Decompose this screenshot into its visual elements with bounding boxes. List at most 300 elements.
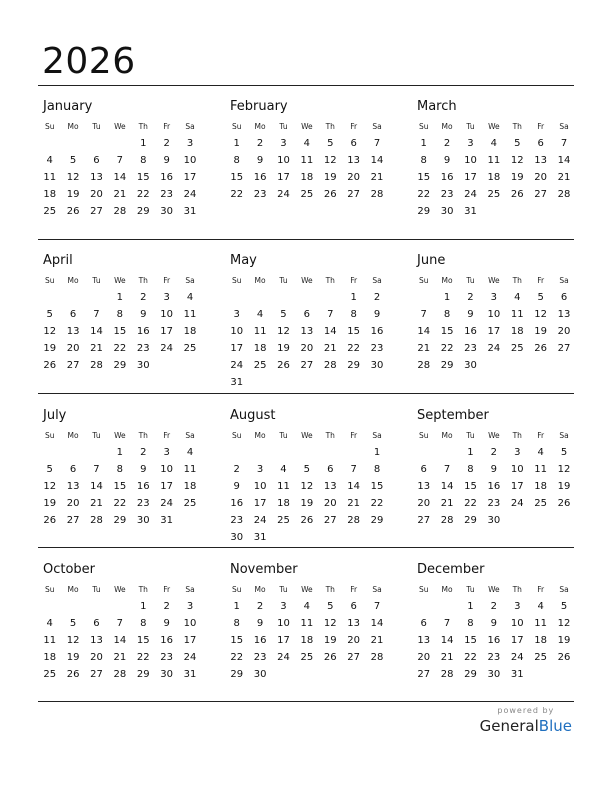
day-cell: 20 bbox=[417, 498, 431, 509]
weekday-label: Su bbox=[418, 121, 429, 131]
weekday-label: Mo bbox=[254, 430, 266, 440]
day-cell: 7 bbox=[116, 155, 124, 166]
day-cell: 20 bbox=[66, 498, 80, 509]
weekday-label: Fr bbox=[350, 430, 358, 440]
day-cell: 17 bbox=[487, 326, 501, 337]
day-cell: 9 bbox=[490, 464, 498, 475]
day-cell: 19 bbox=[323, 635, 337, 646]
day-cell: 7 bbox=[93, 309, 100, 320]
day-cell: 31 bbox=[160, 515, 174, 526]
weekday-label: Sa bbox=[559, 275, 569, 285]
day-cell: 21 bbox=[370, 635, 384, 646]
day-cell: 24 bbox=[464, 189, 477, 200]
day-cell: 2 bbox=[490, 601, 498, 612]
day-cell: 2 bbox=[373, 292, 381, 303]
weekday-label: Tu bbox=[466, 275, 475, 285]
day-cell: 8 bbox=[233, 618, 240, 629]
divider bbox=[38, 85, 574, 86]
day-cell: 23 bbox=[370, 343, 384, 354]
day-cell: 3 bbox=[490, 292, 498, 303]
day-cell: 2 bbox=[163, 601, 170, 612]
weekday-label: Th bbox=[512, 584, 522, 594]
weekday-label: We bbox=[488, 584, 500, 594]
day-cell: 8 bbox=[443, 309, 451, 320]
week-row bbox=[225, 169, 389, 186]
day-cell: 11 bbox=[300, 618, 314, 629]
day-cell: 15 bbox=[113, 326, 127, 337]
weekday-label: Su bbox=[418, 275, 429, 285]
week-row bbox=[412, 512, 576, 529]
month-name: April bbox=[43, 253, 73, 268]
day-cell: 11 bbox=[43, 172, 57, 183]
day-cell: 1 bbox=[373, 447, 381, 458]
day-cell: 27 bbox=[90, 206, 103, 217]
day-cell: 13 bbox=[417, 635, 431, 646]
day-cell: 17 bbox=[464, 172, 477, 183]
day-cell: 18 bbox=[183, 326, 197, 337]
day-cell: 9 bbox=[467, 309, 474, 320]
day-cell: 5 bbox=[327, 601, 334, 612]
divider bbox=[38, 393, 574, 394]
day-cell: 21 bbox=[90, 343, 103, 354]
weekday-label: Sa bbox=[559, 584, 569, 594]
day-cell: 23 bbox=[160, 189, 174, 200]
week-row bbox=[225, 598, 389, 615]
day-cell: 25 bbox=[43, 669, 57, 680]
day-cell: 1 bbox=[140, 601, 147, 612]
day-cell: 1 bbox=[116, 447, 124, 458]
day-cell: 21 bbox=[90, 498, 103, 509]
day-cell: 23 bbox=[487, 498, 501, 509]
weekday-label: Tu bbox=[279, 584, 288, 594]
week-row bbox=[38, 203, 202, 220]
day-cell: 26 bbox=[323, 652, 337, 663]
day-cell: 25 bbox=[534, 652, 548, 663]
week-row bbox=[225, 461, 389, 478]
week-row bbox=[412, 323, 576, 340]
day-cell: 27 bbox=[66, 515, 80, 526]
weekday-label: We bbox=[301, 430, 313, 440]
day-cell: 24 bbox=[253, 515, 267, 526]
weekday-label: Fr bbox=[537, 275, 545, 285]
day-cell: 12 bbox=[43, 481, 57, 492]
day-cell: 14 bbox=[440, 481, 454, 492]
day-cell: 18 bbox=[43, 189, 57, 200]
day-cell: 7 bbox=[350, 464, 357, 475]
day-cell: 2 bbox=[256, 138, 264, 149]
weekday-label: Su bbox=[231, 584, 242, 594]
day-cell: 27 bbox=[557, 343, 571, 354]
day-cell: 27 bbox=[417, 515, 431, 526]
day-cell: 28 bbox=[113, 669, 127, 680]
weekday-label: Sa bbox=[559, 121, 569, 131]
day-cell: 21 bbox=[323, 343, 337, 354]
day-cell: 1 bbox=[116, 292, 124, 303]
day-cell: 25 bbox=[300, 189, 314, 200]
week-row bbox=[412, 306, 576, 323]
month-day-grid bbox=[225, 117, 389, 203]
day-cell: 5 bbox=[69, 618, 77, 629]
day-cell: 4 bbox=[280, 464, 287, 475]
day-cell: 1 bbox=[420, 138, 427, 149]
day-cell: 23 bbox=[136, 343, 150, 354]
day-cell: 15 bbox=[136, 172, 150, 183]
day-cell: 3 bbox=[280, 601, 287, 612]
day-cell: 23 bbox=[160, 652, 174, 663]
day-cell: 19 bbox=[66, 189, 80, 200]
day-cell: 17 bbox=[183, 172, 197, 183]
day-cell: 24 bbox=[510, 498, 524, 509]
day-cell: 28 bbox=[323, 360, 337, 371]
day-cell: 3 bbox=[163, 447, 170, 458]
day-cell: 30 bbox=[487, 515, 501, 526]
weekday-label: Mo bbox=[441, 430, 453, 440]
weekday-label: Sa bbox=[372, 430, 382, 440]
weekday-label: Th bbox=[512, 275, 522, 285]
day-cell: 24 bbox=[277, 189, 290, 200]
day-cell: 1 bbox=[350, 292, 357, 303]
day-cell: 13 bbox=[300, 326, 314, 337]
day-cell: 29 bbox=[464, 669, 477, 680]
week-row bbox=[38, 186, 202, 203]
day-cell: 15 bbox=[464, 481, 477, 492]
week-row bbox=[412, 340, 576, 357]
day-cell: 23 bbox=[464, 343, 477, 354]
weekday-header-row bbox=[412, 117, 576, 135]
day-cell: 9 bbox=[256, 155, 264, 166]
day-cell: 21 bbox=[417, 343, 431, 354]
day-cell: 31 bbox=[253, 532, 267, 543]
day-cell: 16 bbox=[370, 326, 384, 337]
week-row bbox=[225, 649, 389, 666]
day-cell: 29 bbox=[113, 515, 127, 526]
weekday-label: Fr bbox=[350, 121, 358, 131]
day-cell: 20 bbox=[417, 652, 431, 663]
day-cell: 20 bbox=[66, 343, 80, 354]
day-cell: 13 bbox=[323, 481, 337, 492]
week-row bbox=[38, 135, 202, 152]
day-cell: 16 bbox=[230, 498, 244, 509]
weekday-label: Tu bbox=[466, 121, 475, 131]
day-cell: 17 bbox=[510, 635, 524, 646]
weekday-label: Su bbox=[231, 430, 242, 440]
day-cell: 20 bbox=[300, 343, 314, 354]
day-cell: 31 bbox=[183, 669, 197, 680]
day-cell: 17 bbox=[183, 635, 197, 646]
day-cell: 8 bbox=[350, 309, 357, 320]
day-cell: 13 bbox=[90, 635, 103, 646]
day-cell: 7 bbox=[373, 601, 381, 612]
day-cell: 22 bbox=[464, 498, 477, 509]
weekday-label: Mo bbox=[67, 584, 79, 594]
brand-footer bbox=[480, 706, 572, 736]
day-cell: 2 bbox=[140, 292, 147, 303]
day-cell: 26 bbox=[510, 189, 524, 200]
week-row bbox=[412, 289, 576, 306]
weekday-label: Mo bbox=[441, 121, 453, 131]
day-cell: 10 bbox=[183, 155, 197, 166]
day-cell: 14 bbox=[370, 618, 384, 629]
day-cell: 27 bbox=[323, 515, 337, 526]
weekday-label: We bbox=[301, 121, 313, 131]
day-cell: 14 bbox=[440, 635, 454, 646]
weekday-label: Tu bbox=[466, 430, 475, 440]
day-cell: 3 bbox=[233, 309, 240, 320]
day-cell: 11 bbox=[183, 464, 197, 475]
day-cell: 19 bbox=[43, 343, 57, 354]
day-cell: 7 bbox=[116, 618, 124, 629]
day-cell: 4 bbox=[303, 138, 311, 149]
day-cell: 15 bbox=[136, 635, 150, 646]
month-day-grid bbox=[225, 426, 389, 546]
weekday-label: Fr bbox=[163, 430, 171, 440]
weekday-label: We bbox=[114, 584, 126, 594]
day-cell: 7 bbox=[443, 618, 451, 629]
day-cell: 9 bbox=[140, 464, 147, 475]
day-cell: 23 bbox=[440, 189, 454, 200]
day-cell: 1 bbox=[467, 447, 474, 458]
day-cell: 3 bbox=[163, 292, 170, 303]
day-cell: 29 bbox=[136, 206, 150, 217]
day-cell: 25 bbox=[534, 498, 548, 509]
day-cell: 4 bbox=[186, 292, 194, 303]
day-cell: 13 bbox=[347, 155, 361, 166]
day-cell: 18 bbox=[253, 343, 267, 354]
week-row bbox=[225, 615, 389, 632]
day-cell: 15 bbox=[417, 172, 431, 183]
day-cell: 25 bbox=[183, 343, 197, 354]
day-cell: 12 bbox=[277, 326, 290, 337]
weekday-label: Th bbox=[325, 275, 335, 285]
week-row bbox=[38, 444, 202, 461]
day-cell: 19 bbox=[66, 652, 80, 663]
page-title: 2026 bbox=[42, 41, 136, 82]
day-cell: 3 bbox=[256, 464, 264, 475]
day-cell: 5 bbox=[560, 447, 568, 458]
day-cell: 6 bbox=[537, 138, 544, 149]
week-row bbox=[225, 512, 389, 529]
weekday-header-row bbox=[38, 117, 202, 135]
day-cell: 26 bbox=[534, 343, 548, 354]
day-cell: 31 bbox=[510, 669, 524, 680]
day-cell: 3 bbox=[467, 138, 474, 149]
day-cell: 28 bbox=[113, 206, 127, 217]
weekday-header-row bbox=[412, 426, 576, 444]
week-row bbox=[225, 444, 389, 461]
day-cell: 18 bbox=[277, 498, 290, 509]
day-cell: 8 bbox=[140, 155, 147, 166]
week-row bbox=[38, 512, 202, 529]
day-cell: 20 bbox=[347, 172, 361, 183]
day-cell: 18 bbox=[510, 326, 524, 337]
day-cell: 31 bbox=[464, 206, 477, 217]
day-cell: 23 bbox=[253, 652, 267, 663]
day-cell: 12 bbox=[66, 635, 80, 646]
day-cell: 10 bbox=[277, 155, 290, 166]
day-cell: 12 bbox=[300, 481, 314, 492]
week-row bbox=[412, 598, 576, 615]
day-cell: 11 bbox=[510, 309, 524, 320]
day-cell: 12 bbox=[323, 155, 337, 166]
weekday-label: Fr bbox=[163, 584, 171, 594]
weekday-label: Sa bbox=[185, 275, 195, 285]
day-cell: 25 bbox=[43, 206, 57, 217]
week-row bbox=[225, 529, 389, 546]
week-row bbox=[38, 306, 202, 323]
day-cell: 27 bbox=[417, 669, 431, 680]
day-cell: 6 bbox=[93, 155, 100, 166]
day-cell: 12 bbox=[66, 172, 80, 183]
day-cell: 19 bbox=[323, 172, 337, 183]
week-row bbox=[38, 666, 202, 683]
month-name: March bbox=[417, 99, 457, 114]
day-cell: 6 bbox=[420, 464, 427, 475]
weekday-label: Th bbox=[512, 121, 522, 131]
day-cell: 16 bbox=[136, 326, 150, 337]
day-cell: 29 bbox=[113, 360, 127, 371]
weekday-label: Mo bbox=[67, 121, 79, 131]
day-cell: 19 bbox=[277, 343, 290, 354]
day-cell: 19 bbox=[557, 635, 571, 646]
month-day-grid bbox=[38, 580, 202, 683]
day-cell: 3 bbox=[514, 447, 521, 458]
day-cell: 10 bbox=[487, 309, 501, 320]
day-cell: 13 bbox=[417, 481, 431, 492]
day-cell: 16 bbox=[487, 481, 501, 492]
weekday-label: We bbox=[301, 584, 313, 594]
day-cell: 16 bbox=[253, 172, 267, 183]
day-cell: 1 bbox=[140, 138, 147, 149]
day-cell: 14 bbox=[113, 635, 127, 646]
day-cell: 17 bbox=[510, 481, 524, 492]
day-cell: 14 bbox=[417, 326, 431, 337]
week-row bbox=[412, 444, 576, 461]
day-cell: 26 bbox=[323, 189, 337, 200]
weekday-label: Fr bbox=[350, 275, 358, 285]
weekday-label: Tu bbox=[466, 584, 475, 594]
day-cell: 18 bbox=[534, 635, 548, 646]
day-cell: 22 bbox=[417, 189, 431, 200]
day-cell: 30 bbox=[464, 360, 477, 371]
weekday-label: Su bbox=[44, 121, 55, 131]
day-cell: 21 bbox=[113, 652, 127, 663]
day-cell: 18 bbox=[183, 481, 197, 492]
week-row bbox=[38, 598, 202, 615]
day-cell: 10 bbox=[253, 481, 267, 492]
week-row bbox=[225, 135, 389, 152]
day-cell: 30 bbox=[440, 206, 454, 217]
day-cell: 30 bbox=[370, 360, 384, 371]
divider bbox=[38, 701, 574, 702]
weekday-header-row bbox=[225, 426, 389, 444]
weekday-label: We bbox=[114, 121, 126, 131]
day-cell: 8 bbox=[420, 155, 427, 166]
day-cell: 23 bbox=[230, 515, 244, 526]
day-cell: 9 bbox=[163, 155, 170, 166]
day-cell: 29 bbox=[230, 669, 244, 680]
weekday-label: Tu bbox=[92, 121, 101, 131]
weekday-label: Mo bbox=[67, 430, 79, 440]
weekday-label: Mo bbox=[441, 275, 453, 285]
weekday-label: Tu bbox=[279, 430, 288, 440]
month-name: December bbox=[417, 562, 485, 577]
week-row bbox=[38, 649, 202, 666]
day-cell: 25 bbox=[183, 498, 197, 509]
day-cell: 29 bbox=[136, 669, 150, 680]
weekday-label: Sa bbox=[185, 121, 195, 131]
weekday-label: Fr bbox=[163, 275, 171, 285]
day-cell: 24 bbox=[160, 343, 174, 354]
weekday-label: Fr bbox=[163, 121, 171, 131]
day-cell: 13 bbox=[534, 155, 548, 166]
day-cell: 12 bbox=[557, 618, 571, 629]
day-cell: 22 bbox=[113, 343, 127, 354]
day-cell: 31 bbox=[183, 206, 197, 217]
weekday-header-row bbox=[412, 271, 576, 289]
day-cell: 28 bbox=[90, 360, 103, 371]
day-cell: 13 bbox=[557, 309, 571, 320]
day-cell: 3 bbox=[514, 601, 521, 612]
day-cell: 10 bbox=[160, 309, 174, 320]
week-row bbox=[38, 632, 202, 649]
week-row bbox=[225, 632, 389, 649]
day-cell: 26 bbox=[66, 206, 80, 217]
day-cell: 5 bbox=[46, 464, 53, 475]
day-cell: 22 bbox=[370, 498, 384, 509]
day-cell: 6 bbox=[350, 138, 357, 149]
day-cell: 26 bbox=[43, 515, 57, 526]
weekday-label: Fr bbox=[537, 430, 545, 440]
week-row bbox=[412, 495, 576, 512]
weekday-label: Th bbox=[325, 430, 335, 440]
weekday-label: Su bbox=[231, 121, 242, 131]
month-day-grid bbox=[412, 271, 576, 374]
day-cell: 10 bbox=[277, 618, 290, 629]
weekday-label: We bbox=[114, 430, 126, 440]
day-cell: 15 bbox=[347, 326, 361, 337]
weekday-label: Mo bbox=[254, 275, 266, 285]
weekday-label: We bbox=[301, 275, 313, 285]
day-cell: 7 bbox=[93, 464, 100, 475]
weekday-label: Th bbox=[325, 584, 335, 594]
day-cell: 19 bbox=[300, 498, 314, 509]
day-cell: 22 bbox=[113, 498, 127, 509]
day-cell: 20 bbox=[557, 326, 571, 337]
day-cell: 21 bbox=[440, 652, 454, 663]
weekday-header-row bbox=[225, 271, 389, 289]
weekday-label: Mo bbox=[67, 275, 79, 285]
weekday-label: Th bbox=[138, 584, 148, 594]
day-cell: 8 bbox=[233, 155, 240, 166]
day-cell: 18 bbox=[300, 635, 314, 646]
day-cell: 2 bbox=[467, 292, 474, 303]
day-cell: 30 bbox=[487, 669, 501, 680]
day-cell: 5 bbox=[280, 309, 287, 320]
day-cell: 10 bbox=[160, 464, 174, 475]
day-cell: 4 bbox=[256, 309, 264, 320]
day-cell: 25 bbox=[253, 360, 267, 371]
week-row bbox=[225, 323, 389, 340]
day-cell: 7 bbox=[560, 138, 568, 149]
week-row bbox=[225, 374, 389, 391]
weekday-header-row bbox=[412, 580, 576, 598]
weekday-label: Th bbox=[138, 275, 148, 285]
month-day-grid bbox=[38, 426, 202, 529]
day-cell: 4 bbox=[46, 618, 53, 629]
day-cell: 8 bbox=[467, 618, 474, 629]
month-day-grid bbox=[412, 580, 576, 683]
day-cell: 11 bbox=[43, 635, 57, 646]
